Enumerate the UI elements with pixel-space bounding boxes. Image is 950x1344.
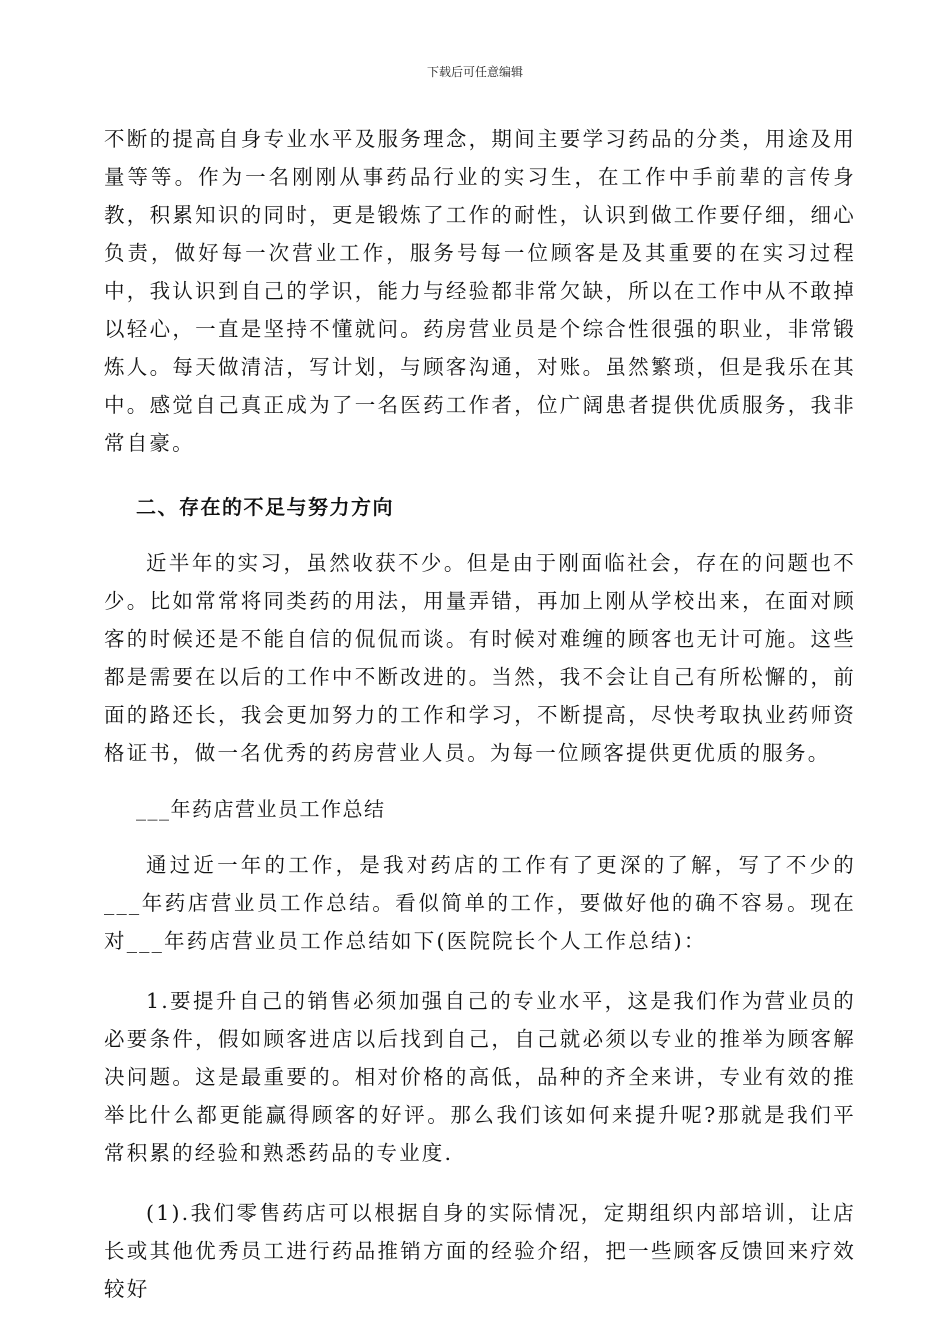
document-body [104,120,856,1308]
paragraph-3: 通过近一年的工作，是我对药店的工作有了更深的了解，写了不少的___年药店营业员工作总结。看似简单的工作，要做好他的确不容易。现在对___年药店营业员工作总结如下(医院院长个人工作总结)： [104,853,856,953]
document-subtitle: ___年药店营业员工作总结 [136,797,386,821]
paragraph-4: 1.要提升自己的销售必须加强自己的专业水平，这是我们作为营业员的必要条件，假如顾客进店以后找到自己，自己就必须以专业的推举为顾客解决问题。这是最重要的。相对价格的高低，品种的齐全来讲，专业有效的推举比什么都更能赢得顾客的好评。那么我们该如何来提升呢?那就是我们平常积累的经验和熟悉药品的专业度. [104,989,856,1165]
paragraph-2: 近半年的实习，虽然收获不少。但是由于刚面临社会，存在的问题也不少。比如常常将同类药的用法，用量弄错，再加上刚从学校出来，在面对顾客的时候还是不能自信的侃侃而谈。有时候对难缠的顾客也无计可施。这些都是需要在以后的工作中不断改进的。当然，我不会让自己有所松懈的，前面的路还长，我会更加努力的工作和学习，不断提高，尽快考取执业药师资格证书，做一名优秀的药房营业人员。为每一位顾客提供更优质的服务。 [104,551,856,765]
paragraph-5: (1).我们零售药店可以根据自身的实际情况，定期组织内部培训，让店长或其他优秀员工进行药品推销方面的经验介绍，把一些顾客反馈回来疗效较好 [104,1201,856,1301]
section-heading-2: 二、存在的不足与努力方向 [136,495,394,519]
page-header-note: 下载后可任意编辑 [426,65,523,79]
paragraph-1: 不断的提高自身专业水平及服务理念，期间主要学习药品的分类，用途及用量等等。作为一名刚刚从事药品行业的实习生，在工作中手前辈的言传身教，积累知识的同时，更是锻炼了工作的耐性，认识到做工作要仔细，细心负责，做好每一次营业工作，服务号每一位顾客是及其重要的在实习过程中，我认识到自己的学识，能力与经验都非常欠缺，所以在工作中从不敢掉以轻心，一直是坚持不懂就问。药房营业员是个综合性很强的职业，非常锻炼人。每天做清洁，写计划，与顾客沟通，对账。虽然繁琐，但是我乐在其中。感觉自己真正成为了一名医药工作者，位广阔患者提供优质服务，我非常自豪。 [104,127,856,455]
